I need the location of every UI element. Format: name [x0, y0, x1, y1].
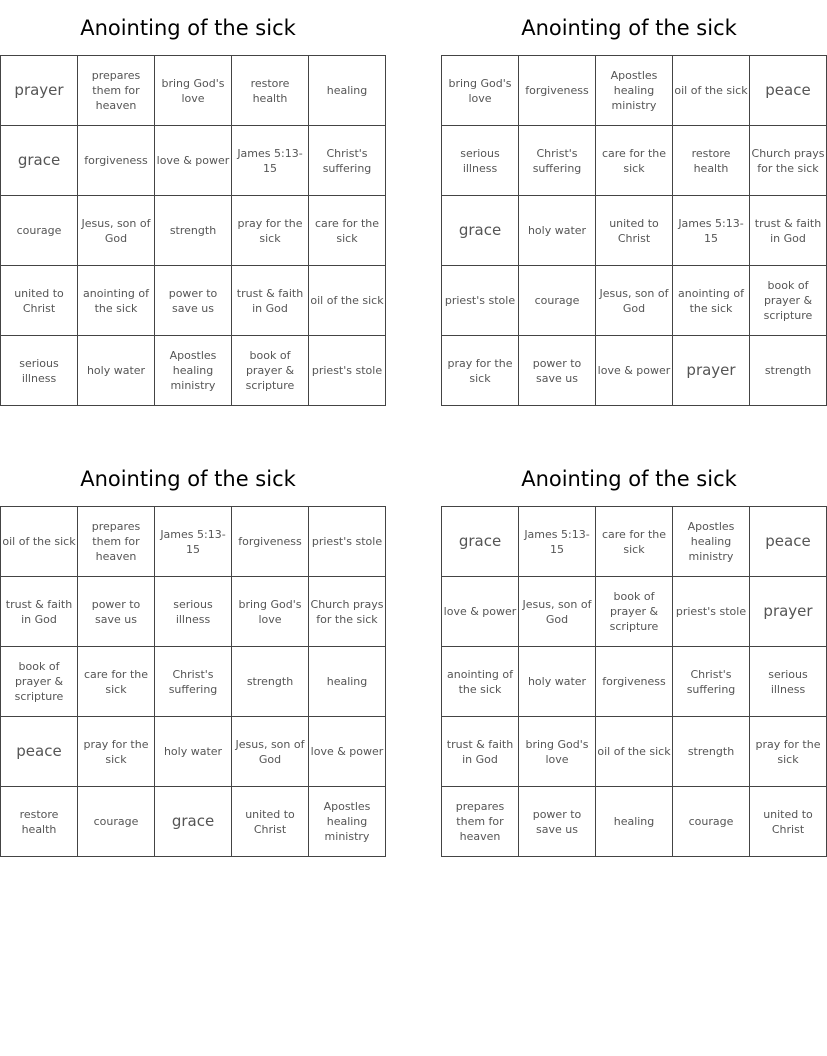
- bingo-cell: bring God's love: [232, 577, 309, 647]
- bingo-cell: prepares them for heaven: [78, 507, 155, 577]
- bingo-cell: courage: [519, 266, 596, 336]
- bingo-cell: courage: [1, 196, 78, 266]
- bingo-cell: grace: [442, 507, 519, 577]
- bingo-cell: prayer: [1, 56, 78, 126]
- bingo-cell: united to Christ: [596, 196, 673, 266]
- bingo-cell: book of prayer & scripture: [750, 266, 827, 336]
- bingo-cell: peace: [750, 507, 827, 577]
- bingo-cell: care for the sick: [596, 126, 673, 196]
- bingo-cell: prepares them for heaven: [78, 56, 155, 126]
- bingo-row: [442, 266, 827, 336]
- bingo-cell: Jesus, son of God: [596, 266, 673, 336]
- bingo-cell: love & power: [596, 336, 673, 406]
- bingo-cell: healing: [596, 787, 673, 857]
- bingo-cell: power to save us: [519, 787, 596, 857]
- bingo-cell: pray for the sick: [78, 717, 155, 787]
- bingo-cell: James 5:13-15: [232, 126, 309, 196]
- bingo-cell: Apostles healing ministry: [155, 336, 232, 406]
- bingo-cell: power to save us: [78, 577, 155, 647]
- bingo-cell: trust & faith in God: [232, 266, 309, 336]
- bingo-row: [442, 196, 827, 266]
- bingo-cell: Christ's suffering: [155, 647, 232, 717]
- bingo-row: [442, 507, 827, 577]
- bingo-cell: Church prays for the sick: [750, 126, 827, 196]
- bingo-cell: pray for the sick: [750, 717, 827, 787]
- bingo-row: [1, 126, 386, 196]
- bingo-row: [442, 787, 827, 857]
- bingo-cell: trust & faith in God: [1, 577, 78, 647]
- bingo-cell: serious illness: [155, 577, 232, 647]
- bingo-grid: [0, 506, 386, 857]
- bingo-cell: courage: [78, 787, 155, 857]
- bingo-cell: priest's stole: [309, 507, 386, 577]
- bingo-row: [442, 126, 827, 196]
- bingo-cell: book of prayer & scripture: [596, 577, 673, 647]
- bingo-cell: oil of the sick: [309, 266, 386, 336]
- card-title: Anointing of the sick: [521, 466, 737, 491]
- bingo-cell: care for the sick: [596, 507, 673, 577]
- bingo-cell: holy water: [78, 336, 155, 406]
- bingo-cell: James 5:13-15: [155, 507, 232, 577]
- bingo-card-2: [441, 0, 825, 406]
- bingo-cell: oil of the sick: [673, 56, 750, 126]
- bingo-cell: healing: [309, 56, 386, 126]
- bingo-cell: care for the sick: [309, 196, 386, 266]
- bingo-cell: love & power: [155, 126, 232, 196]
- bingo-cell: anointing of the sick: [673, 266, 750, 336]
- bingo-cell: pray for the sick: [232, 196, 309, 266]
- bingo-cell: united to Christ: [232, 787, 309, 857]
- bingo-cell: forgiveness: [519, 56, 596, 126]
- bingo-cell: trust & faith in God: [750, 196, 827, 266]
- bingo-cell: restore health: [232, 56, 309, 126]
- bingo-cell: bring God's love: [155, 56, 232, 126]
- bingo-cell: Jesus, son of God: [232, 717, 309, 787]
- bingo-card-4: [441, 451, 821, 857]
- bingo-grid: [0, 55, 386, 406]
- bingo-cell: book of prayer & scripture: [1, 647, 78, 717]
- bingo-cell: strength: [155, 196, 232, 266]
- bingo-row: [442, 56, 827, 126]
- bingo-cell: peace: [1, 717, 78, 787]
- bingo-cell: Church prays for the sick: [309, 577, 386, 647]
- bingo-cell: grace: [155, 787, 232, 857]
- bingo-cell: James 5:13-15: [673, 196, 750, 266]
- bingo-cell: trust & faith in God: [442, 717, 519, 787]
- bingo-cell: Christ's suffering: [673, 647, 750, 717]
- bingo-row: [1, 196, 386, 266]
- bingo-cell: united to Christ: [1, 266, 78, 336]
- bingo-cell: strength: [750, 336, 827, 406]
- bingo-cell: Christ's suffering: [519, 126, 596, 196]
- card-title: Anointing of the sick: [80, 15, 296, 40]
- bingo-cell: strength: [232, 647, 309, 717]
- bingo-cell: love & power: [442, 577, 519, 647]
- bingo-cell: love & power: [309, 717, 386, 787]
- bingo-row: [1, 787, 386, 857]
- bingo-cell: serious illness: [1, 336, 78, 406]
- bingo-cell: bring God's love: [519, 717, 596, 787]
- bingo-row: [442, 647, 827, 717]
- bingo-cell: priest's stole: [309, 336, 386, 406]
- bingo-grid: [441, 506, 827, 857]
- bingo-row: [442, 336, 827, 406]
- bingo-grid: [441, 55, 827, 406]
- bingo-cell: serious illness: [750, 647, 827, 717]
- bingo-row: [1, 336, 386, 406]
- bingo-cell: James 5:13-15: [519, 507, 596, 577]
- bingo-row: [442, 717, 827, 787]
- bingo-cell: restore health: [1, 787, 78, 857]
- bingo-cell: holy water: [519, 196, 596, 266]
- bingo-cell: oil of the sick: [1, 507, 78, 577]
- bingo-cell: Apostles healing ministry: [309, 787, 386, 857]
- bingo-cell: grace: [442, 196, 519, 266]
- bingo-cell: oil of the sick: [596, 717, 673, 787]
- bingo-cell: holy water: [155, 717, 232, 787]
- bingo-cell: priest's stole: [673, 577, 750, 647]
- bingo-cell: Apostles healing ministry: [673, 507, 750, 577]
- bingo-cell: strength: [673, 717, 750, 787]
- bingo-cell: forgiveness: [596, 647, 673, 717]
- bingo-row: [1, 266, 386, 336]
- bingo-cell: restore health: [673, 126, 750, 196]
- bingo-row: [1, 717, 386, 787]
- bingo-cell: power to save us: [155, 266, 232, 336]
- bingo-row: [442, 577, 827, 647]
- bingo-row: [1, 56, 386, 126]
- bingo-card-3: [0, 451, 384, 857]
- bingo-cell: peace: [750, 56, 827, 126]
- card-title: Anointing of the sick: [521, 15, 737, 40]
- bingo-card-1: [0, 0, 384, 406]
- bingo-cell: courage: [673, 787, 750, 857]
- bingo-cell: bring God's love: [442, 56, 519, 126]
- bingo-cell: healing: [309, 647, 386, 717]
- bingo-cell: Christ's suffering: [309, 126, 386, 196]
- bingo-cell: serious illness: [442, 126, 519, 196]
- bingo-row: [1, 507, 386, 577]
- bingo-cell: book of prayer & scripture: [232, 336, 309, 406]
- bingo-cell: grace: [1, 126, 78, 196]
- bingo-row: [1, 647, 386, 717]
- bingo-cell: united to Christ: [750, 787, 827, 857]
- bingo-cell: anointing of the sick: [78, 266, 155, 336]
- bingo-cell: Jesus, son of God: [519, 577, 596, 647]
- bingo-cell: care for the sick: [78, 647, 155, 717]
- bingo-cell: Jesus, son of God: [78, 196, 155, 266]
- bingo-cell: priest's stole: [442, 266, 519, 336]
- bingo-cell: pray for the sick: [442, 336, 519, 406]
- card-title: Anointing of the sick: [80, 466, 296, 491]
- bingo-cell: power to save us: [519, 336, 596, 406]
- bingo-cell: prayer: [750, 577, 827, 647]
- bingo-cell: holy water: [519, 647, 596, 717]
- bingo-cell: forgiveness: [78, 126, 155, 196]
- bingo-cell: anointing of the sick: [442, 647, 519, 717]
- bingo-row: [1, 577, 386, 647]
- bingo-cell: forgiveness: [232, 507, 309, 577]
- bingo-cell: prepares them for heaven: [442, 787, 519, 857]
- bingo-cell: prayer: [673, 336, 750, 406]
- bingo-cell: Apostles healing ministry: [596, 56, 673, 126]
